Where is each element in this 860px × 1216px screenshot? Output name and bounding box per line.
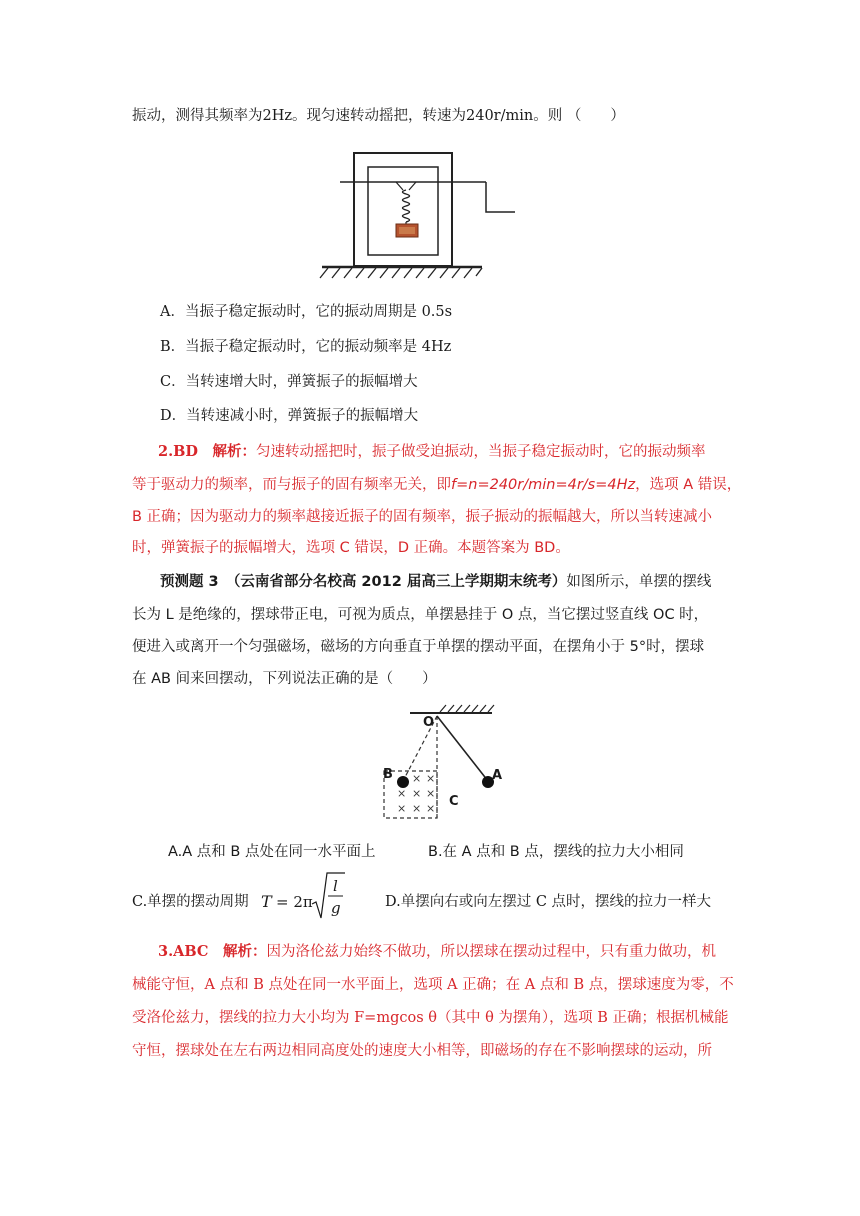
field-cross: × — [397, 787, 407, 800]
answer-2-label: 2.BD 解析： — [158, 443, 256, 460]
option-d: D．当转速减小时，弹簧振子的振幅增大 — [160, 408, 419, 424]
answer-3-line-1: 3.ABC 解析：因为洛伦兹力始终不做功，所以摆球在摆动过程中，只有重力做功，机 — [158, 943, 716, 960]
option-c: C．当转速增大时，弹簧振子的振幅增大 — [160, 374, 418, 390]
answer-3-line-2: 械能守恒，A 点和 B 点处在同一水平面上，选项 A 正确；在 A 点和 B 点，摆球速度为零，不 — [132, 977, 734, 993]
field-cross: × — [412, 787, 422, 800]
answer-3-label: 3.ABC 解析： — [158, 943, 267, 960]
formula-denominator: g — [331, 899, 341, 917]
answer-3-line-4: 守恒，摆球处在左右两边相同高度处的速度大小相等，即磁场的存在不影响摆球的运动，所 — [132, 1043, 712, 1059]
answer-3-line-3: 受洛伦兹力，摆线的拉力大小均为 F=mgcos θ（其中 θ 为摆角），选项 B 正确；根据机械能 — [132, 1010, 729, 1026]
formula-numerator: l — [333, 877, 338, 895]
question-3-stem-3: 便进入或离开一个匀强磁场，磁场的方向垂直于单摆的摆动平面，在摆角小于 5°时，摆球 — [132, 639, 705, 655]
question-3-stem-2: 长为 L 是绝缘的，摆球带正电，可视为质点，单摆悬挂于 O 点，当它摆过竖直线 OC 时， — [132, 607, 709, 623]
formula-t: T — [261, 892, 272, 911]
field-cross: × — [426, 772, 436, 785]
field-cross: × — [426, 787, 436, 800]
answer-2-line-4: 时，弹簧振子的振幅增大，选项 C 错误，D 正确。本题答案为 BD。 — [132, 540, 570, 556]
option-b: B．当振子稳定振动时，它的振动频率是 4Hz — [160, 339, 452, 355]
option-c: C.单摆的摆动周期 — [132, 894, 249, 910]
label-o: O — [423, 715, 435, 730]
label-b: B — [383, 767, 393, 782]
answer-2-line-1: 2.BD 解析：匀速转动摇把时，振子做受迫振动，当振子稳定振动时，它的振动频率 — [158, 443, 706, 460]
label-a: A — [492, 768, 503, 783]
field-cross: × — [397, 802, 407, 815]
option-a: A．当振子稳定振动时，它的振动周期是 0.5s — [160, 304, 453, 320]
answer-2-line-2: 等于驱动力的频率，而与振子的固有频率无关，即f=n=240r/min=4r/s=4Hz，选项 A 错误， — [132, 477, 742, 493]
question-3-stem-4: 在 AB 间来回摆动，下列说法正确的是（ ） — [132, 671, 437, 687]
option-a: A.A 点和 B 点处在同一水平面上 — [168, 844, 376, 860]
field-cross: × — [412, 802, 422, 815]
label-c: C — [449, 794, 459, 809]
question-2-stem: 振动，测得其频率为2Hz。现匀速转动摇把，转速为240r/min。则 （ ） — [132, 108, 625, 124]
formula-2pi: = 2π — [276, 893, 313, 911]
question-3-title: 预测题 3 （云南省部分名校高 2012 届高三上学期期末统考） — [160, 574, 567, 590]
question-3-stem-1: 预测题 3 （云南省部分名校高 2012 届高三上学期期末统考）如图所示，单摆的摆线 — [160, 574, 712, 590]
answer-2-formula: f=n=240r/min=4r/s=4Hz — [451, 477, 636, 493]
option-b: B.在 A 点和 B 点，摆线的拉力大小相同 — [428, 844, 684, 860]
option-d: D.单摆向右或向左摆过 C 点时，摆线的拉力一样大 — [385, 894, 712, 910]
field-cross: × — [426, 802, 436, 815]
answer-2-line-3: B 正确；因为驱动力的频率越接近振子的固有频率，振子振动的振幅越大，所以当转速减小 — [132, 509, 713, 525]
field-cross: × — [412, 772, 422, 785]
